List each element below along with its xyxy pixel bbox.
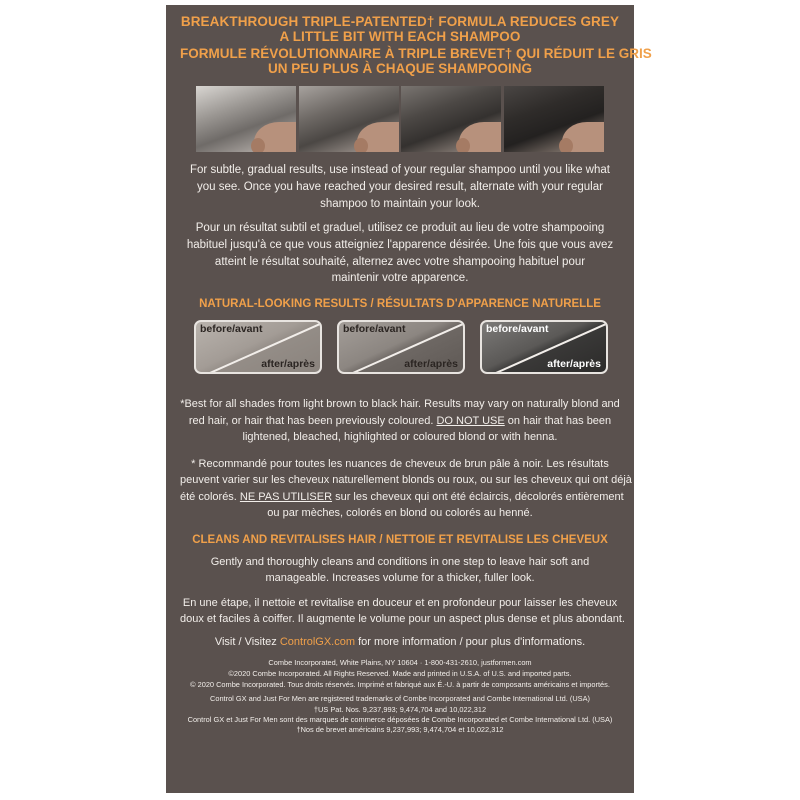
text-fragment: Visit / Visitez: [214, 635, 280, 648]
legal-copyright: [180, 658, 620, 690]
before-label: before/avant: [343, 323, 406, 336]
progress-photo-4: [504, 86, 604, 152]
warning-text: DO NOT USE: [436, 414, 505, 427]
progress-photo-3: [401, 86, 501, 152]
swatch-light: [194, 320, 322, 374]
text-line: manageable. Increases volume for a thicker, fuller look.: [265, 572, 535, 585]
cleans-heading: CLEANS AND REVITALISES HAIR / NETTOIE ET REVITALISE LES CHEVEUX: [192, 533, 608, 546]
headline-en: [180, 15, 620, 45]
legal-trademarks: [180, 694, 620, 735]
instructions-fr: [180, 220, 620, 287]
text-line: Gently and thoroughly cleans and conditions in one step to leave hair soft and: [210, 555, 590, 568]
before-after-swatches: [194, 320, 608, 374]
after-label: after/après: [547, 358, 601, 371]
legal-line: †US Pat. Nos. 9,237,993; 9,474,704 and 10,022,312: [313, 704, 487, 714]
before-label: before/avant: [200, 323, 263, 336]
text-line: doux et faciles à coiffer. Il augmente le volume pour un aspect plus dense et plus abondant.: [180, 613, 625, 626]
text-line: maintenir votre apparence.: [331, 272, 469, 285]
website-link[interactable]: ControlGX.com: [279, 635, 356, 648]
text-line: peuvent varier sur les cheveux naturellement blonds ou roux, ou sur les cheveux qui ont déjà: [180, 474, 632, 487]
headline-en-line: A LITTLE BIT WITH EACH SHAMPOO: [279, 28, 521, 44]
text-fragment: on hair that has been: [504, 414, 612, 427]
text-line: lightened, bleached, highlighted or coloured blond or with henna.: [242, 431, 558, 444]
legal-line: ©2020 Combe Incorporated. All Rights Reserved. Made and printed in U.S.A. of U.S. and imported parts.: [228, 668, 572, 678]
disclaimer-en: [180, 396, 620, 446]
text-line: ou par mèches, colorés en blond ou colorés au henné.: [267, 507, 533, 520]
after-label: after/après: [261, 358, 315, 371]
text-line: [180, 489, 624, 506]
disclaimer-fr: [180, 456, 632, 522]
instructions-en: [180, 162, 620, 212]
legal-line: †Nos de brevet américains 9,237,993; 9,474,704 et 10,022,312: [296, 725, 504, 735]
swatch-dark: [480, 320, 608, 374]
headline-en-line: BREAKTHROUGH TRIPLE-PATENTED† FORMULA REDUCES GREY: [180, 14, 620, 29]
warning-text: NE PAS UTILISER: [239, 490, 333, 503]
progress-photo-1: [196, 86, 296, 152]
text-fragment: été colorés.: [180, 490, 240, 503]
progress-photo-strip: [196, 86, 604, 152]
package-back-panel: [166, 5, 652, 793]
headline-fr-line: FORMULE RÉVOLUTIONNAIRE À TRIPLE BREVET† QUI RÉDUIT LE GRIS: [180, 45, 652, 61]
legal-line: © 2020 Combe Incorporated. Tous droits réservés. Imprimé et fabriqué aux É.-U. à partir de composants américains et importés.: [190, 679, 610, 689]
text-line: shampoo to maintain your look.: [320, 197, 480, 210]
text-line: Pour un résultat subtil et graduel, utilisez ce produit au lieu de votre shampooing: [195, 222, 605, 235]
text-line: [180, 413, 620, 430]
before-label: before/avant: [486, 323, 549, 336]
text-line: atteint le résultat souhaité, alternez avec votre shampooing habituel pour: [214, 255, 586, 268]
text-fragment: red hair, or hair that has been previously coloured.: [188, 414, 437, 427]
text-line: En une étape, il nettoie et revitalise en douceur et en profondeur pour laisser les cheveux: [182, 596, 618, 609]
text-line: For subtle, gradual results, use instead of your regular shampoo until you like what: [190, 164, 610, 177]
text-line: you see. Once you have reached your desired result, alternate with your regular: [197, 181, 603, 194]
after-label: after/après: [404, 358, 458, 371]
text-fragment: for more information / pour plus d'informations.: [355, 635, 586, 648]
legal-line: Control GX and Just For Men are registered trademarks of Combe Incorporated and Combe International Ltd. (USA): [210, 694, 590, 704]
legal-line: Combe Incorporated, White Plains, NY 10604 · 1-800-431-2610, justformen.com: [268, 658, 532, 668]
text-fragment: sur les cheveux qui ont été éclaircis, décolorés entièrement: [332, 490, 624, 503]
visit-line: [180, 634, 620, 651]
text-line: * Recommandé pour toutes les nuances de cheveux de brun pâle à noir. Les résultats: [191, 457, 609, 470]
headline-fr-line: UN PEU PLUS À CHAQUE SHAMPOOING: [267, 60, 533, 76]
text-line: [180, 634, 620, 651]
text-line: habituel jusqu'à ce que vous atteigniez l'apparence désirée. Une fois que vous avez: [186, 239, 614, 252]
swatch-medium: [337, 320, 465, 374]
text-line: *Best for all shades from light brown to black hair. Results may vary on naturally blond and: [180, 398, 620, 411]
headline-fr: [180, 45, 652, 77]
results-heading: NATURAL-LOOKING RESULTS / RÉSULTATS D'APPARENCE NATURELLE: [199, 298, 601, 311]
legal-line: Control GX et Just For Men sont des marques de commerce déposées de Combe Incorporated et Combe International Ltd. (USA): [187, 715, 613, 724]
cleans-en: [180, 554, 620, 587]
cleans-fr: [180, 595, 625, 628]
progress-photo-2: [299, 86, 399, 152]
